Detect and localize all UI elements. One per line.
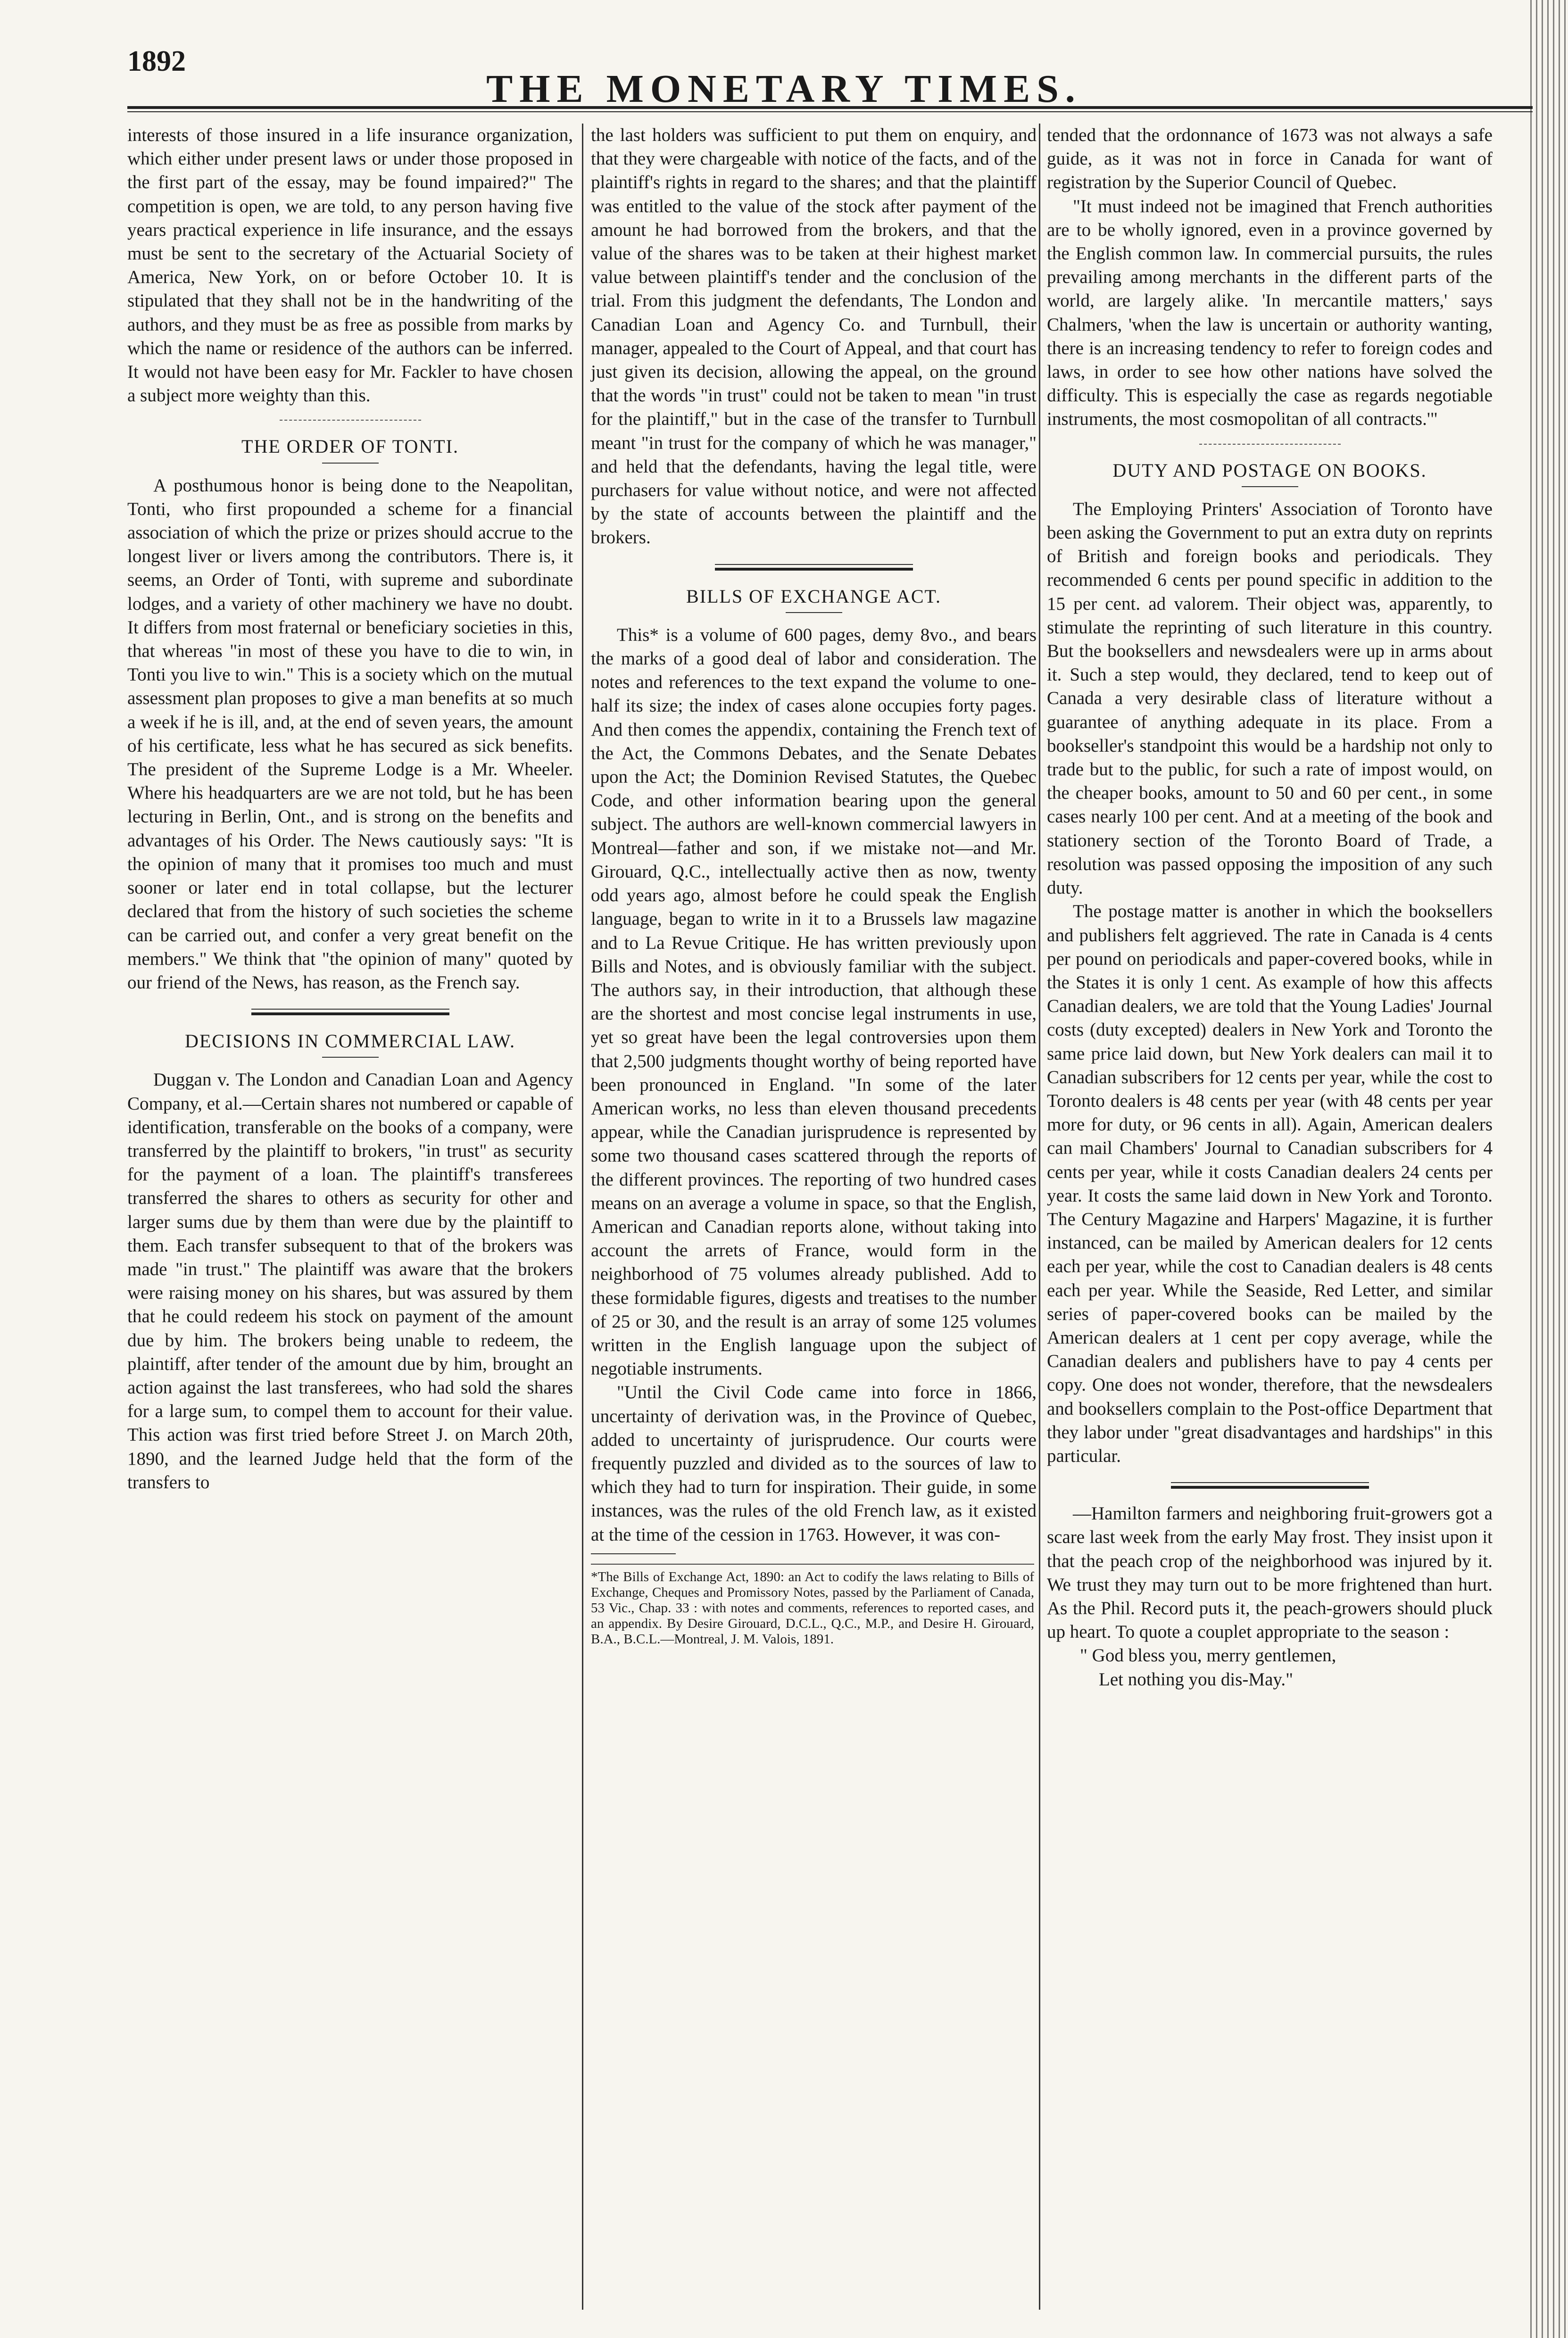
verse-line-1: " God bless you, merry gentlemen, [1080,1645,1336,1666]
heading-underline [322,1057,379,1058]
article-heading-bills: BILLS OF EXCHANGE ACT. [686,585,942,607]
heading-underline [1242,486,1298,487]
article-body-tonti: A posthumous honor is being done to the Neapolitan, Tonti, who first propounded a scheme for a financial association of which the prize or prizes should accrue to the longest liver or livers among the contributors. There is, it seems, an Order of Tonti, with supreme and subordinate lodges, and a variety of other machinery we have no doubt. It differs from most fraternal or beneficiary societies in this, that whereas "in most of these you have to die to win, in Tonti you live to win." This is a society which on the mutual assessment plan proposes to give a man benefits at so much a week if he is ill, and, at the end of seven years, the amount of his certificate, less what he has secured as sick benefits. The president of the Supreme Lodge is a Mr. Wheeler. Where his headquarters are we are not told, but he has been lecturing in Berlin, Ont., and is strong on the benefits and advantages of his Order. The News cautiously says: "It is the opinion of many that it promises too much and must sooner or later end in total collapse, but the lecturer declared that from the history of such societies the scheme can be carried out, and confer a very great benefit on the members." We think that "the opinion of many" quoted by our friend of the News, has reason, as the French say. [127,475,573,993]
footnote: *The Bills of Exchange Act, 1890: an Act to codify the laws relating to Bills of Exchange, Cheques and Promissory Notes, passed by the Parliament of Canada, 53 Vic., Chap. 33 : with notes and comments, references to reported cases, and an appendix. By Desire Girouard, D.C.L., Q.C., M.P., and Desire H. Girouard, B.A., B.C.L.—Montreal, J. M. Valois, 1891. [591,1564,1034,1647]
header-rule [127,106,1533,109]
column-2 [591,124,1037,1647]
article-body-bills-2: "Until the Civil Code came into force in 1866, uncertainty of derivation was, in the Province of Quebec, added to uncertainty of jurisprudence. Our courts were frequently puzzled and divided as to the sources of law to which they had to turn for inspiration. Their guide, in some instances, was the rules of the old French law, as it existed at the time of the cession in 1763. However, it was con- [591,1382,1037,1545]
article-body-decisions: Duggan v. The London and Canadian Loan and Agency Company, et al.—Certain shares not numbered or capable of identification, transferable on the books of a company, were transferred by the plaintiff to brokers, "in trust" as security for the payment of a loan. The plaintiff's transferees transferred the shares to others as security for other and larger sums due by them than were due by the plaintiff to them. Each transfer subsequent to that of the brokers was made "in trust." The plaintiff was aware that the brokers were raising money on his shares, but was assured by them that he could redeem his stock on payment of the amount due by him. The brokers being unable to redeem, the plaintiff, after tender of the amount due by him, brought an action against the last transferees, who had sold the shares for a large sum, to compel them to account for their value. This action was first tried before Street J. on March 20th, 1890, and the learned Judge held that the form of the transfers to [127,1070,573,1492]
column-3 [1047,124,1493,1691]
section-separator [251,1009,449,1015]
article-heading-duty: DUTY AND POSTAGE ON BOOKS. [1112,459,1427,481]
section-separator [280,420,421,421]
verse-line-2: Let nothing you dis-May." [1099,1669,1294,1690]
page-edge-scan-marks [1530,0,1568,2338]
section-separator [1171,1482,1369,1489]
article-body-duty-2: The postage matter is another in which the booksellers and publishers felt aggrieved. The rate in Canada is 4 cents per pound on periodicals and paper-covered books, while in the States it is only 1 cent. As example of how this affects Canadian dealers, we are told that the Young Ladies' Journal costs (duty excepted) dealers in New York and Toronto the same price laid down, but New York dealers can mail it to Canadian subscribers for 12 cents per year, while the cost to Toronto dealers is 48 cents per year (with 48 cents per year more for duty, or 96 cents in all). Again, American dealers can mail Chambers' Journal to Canadian subscribers for 4 cents per year, while it costs Canadian dealers 24 cents per year. It costs the same laid down in New York and Toronto. The Century Magazine and Harpers' Magazine, it is further instanced, can be mailed by American dealers for 12 cents each per year, while the cost to Canadian dealers is 48 cents each per year. While the Seaside, Red Letter, and similar series of paper-covered books can be mailed by the American dealers at 1 cent per copy average, while the Canadian dealers and publishers have to pay 4 cents per copy. One does not wonder, therefore, that the newsdealers and booksellers complain to the Post-office Department that they labor under "great disadvantages and hardships" in this particular. [1047,901,1493,1466]
column-divider-2 [1039,124,1040,2310]
heading-underline [786,612,842,613]
bills-continuation: tended that the ordonnance of 1673 was not always a safe guide, as it was not in force in Canada for want of registration by the Superior Council of Quebec. [1047,125,1493,193]
page-header [0,0,1568,118]
decisions-continuation: the last holders was sufficient to put them on enquiry, and that they were chargeable with notice of the facts, and of the plaintiff's rights in regard to the shares; and that the plaintiff was entitled to the value of the stock after payment of the amount he had borrowed from the brokers, and that the value of the shares was to be taken at their highest market value between plaintiff's tender and the conclusion of the trial. From this judgment the defendants, The London and Canadian Loan and Agency Co. and Turnbull, their manager, appealed to the Court of Appeal, and that court has just given its decision, allowing the appeal, on the ground that the words "in trust" could not be taken to mean "in trust for the plaintiff," but in the case of the transfer to Turnbull meant "in trust for the company of which he was manager," and held that the defendants, having the legal title, were purchasers for value without notice, and were not affected by the state of accounts between the plaintiff and the brokers. [591,125,1037,548]
section-separator [1199,444,1341,445]
bills-quote: "It must indeed not be imagined that French authorities are to be wholly ignored, even in a province governed by the English common law. In commercial pursuits, the rules prevailing among merchants in the different parts of the world, are largely alike. 'In mercantile matters,' says Chalmers, 'when the law is uncertain or authority wanting, there is an increasing tendency to refer to foreign codes and laws, in order to see how other nations have solved the difficulty. This is especially the case as regards negotiable instruments, the most cosmopolitan of all contracts.'" [1047,196,1493,430]
column-1 [127,124,573,1494]
footnote-rule [591,1553,676,1554]
section-separator [715,564,913,571]
heading-underline [322,463,379,464]
column-divider-1 [582,124,583,2310]
article-body-bills-1: This* is a volume of 600 pages, demy 8vo., and bears the marks of a good deal of labor and consideration. The notes and references to the text expand the volume to one-half its size; the index of cases alone occupies forty pages. And then comes the appendix, containing the French text of the Act, the Commons Debates, and the Senate Debates upon the Act; the Dominion Revised Statutes, the Quebec Code, and other information bearing upon the general subject. The authors are well-known commercial lawyers in Montreal—father and son, if we mistake not—and Mr. Girouard, Q.C., intellectually active then as now, twenty odd years ago, almost before he could speak the English language, began to write in it to a Brussels law magazine and to La Revue Critique. He has written previously upon Bills and Notes, and is obviously familiar with the subject. The authors say, in their introduction, that although these are the shortest and most concise legal instruments in use, yet so great have been the legal controversies upon them that 2,500 judgments thought worthy of being reported have been pronounced in England. "In some of the later American works, no less than eleven thousand precedents appear, while the Canadian jurisprudence is represented by some two thousand cases scattered through the reports of the different provinces. The reporting of two hundred cases means on an average a volume in space, so that the English, American and Canadian reports alone, without taking into account the arrets of France, would form in the neighborhood of 75 volumes already published. Add to these formidable figures, digests and treatises to the number of 25 or 30, and the result is an array of some 125 volumes written in the English language upon the subject of negotiable instruments. [591,624,1037,1379]
article-heading-decisions: DECISIONS IN COMMERCIAL LAW. [185,1030,515,1052]
header-rule-thin [127,111,1533,112]
article-body-hamilton: —Hamilton farmers and neighboring fruit-growers got a scare last week from the early May frost. They insist upon it that the peach crop of the neighborhood was injured by it. We trust they may turn out to be more frightened than hurt. As the Phil. Record puts it, the peach-growers should pluck up heart. To quote a couplet appropriate to the season : [1047,1503,1493,1642]
publication-title: THE MONETARY TIMES. [486,67,1082,111]
article-body-duty-1: The Employing Printers' Association of Toronto have been asking the Government to put an extra duty on reprints of British and foreign books and periodicals. They recommended 6 cents per pound specific in addition to the 15 per cent. ad valorem. Their object was, apparently, to stimulate the reprinting of such literature in this country. But the booksellers and newsdealers were up in arms about it. Such a step would, they declared, tend to keep out of Canada a very desirable class of literature without a guarantee of anything adequate in its place. From a bookseller's standpoint this would be a hardship not only to trade but to the public, for such a rate of impost would, on the cheaper books, amount to 50 and 60 per cent., in some cases nearly 100 per cent. And at a meeting of the book and stationery section of the Toronto Board of Trade, a resolution was passed opposing the imposition of any such duty. [1047,498,1493,898]
page-number: 1892 [127,45,186,77]
article-heading-tonti: THE ORDER OF TONTI. [241,436,459,457]
essay-continuation: interests of those insured in a life insurance organization, which either under present laws or under those proposed in the first part of the essay, may be found impaired?" The competition is open, we are told, to any person having five years practical experience in life insurance, and the essays must be sent to the secretary of the Actuarial Society of America, New York, on or before October 10. It is stipulated that they shall not be in the handwriting of the authors, and they must be as free as possible from marks by which the name or residence of the authors can be inferred. It would not have been easy for Mr. Fackler to have chosen a subject more weighty than this. [127,125,573,406]
